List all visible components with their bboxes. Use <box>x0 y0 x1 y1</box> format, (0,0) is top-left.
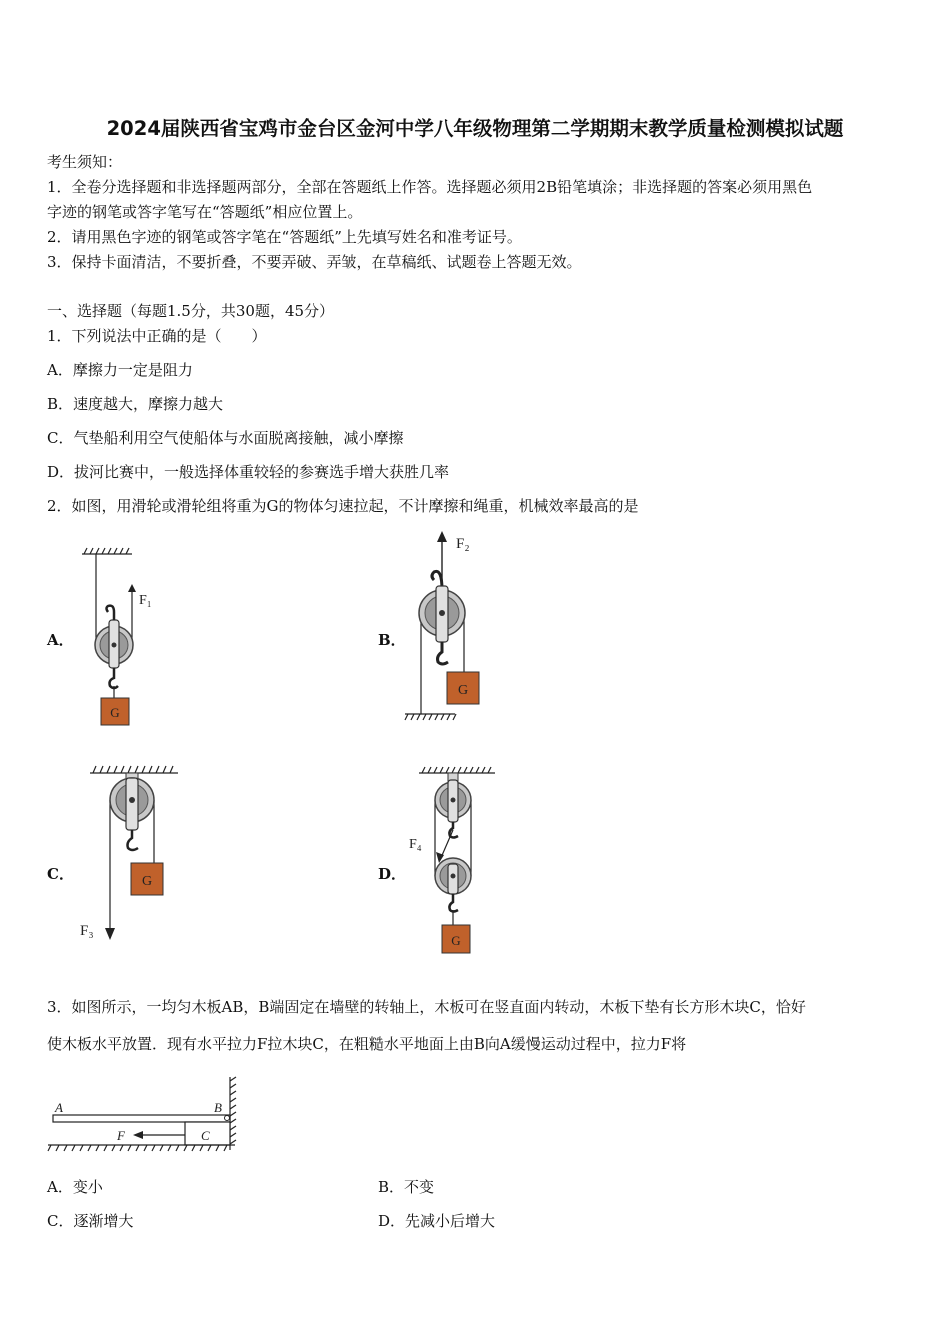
f3-label: F₃ <box>80 923 94 939</box>
f2-label: F₂ <box>456 536 470 552</box>
q3-stem-line-2: 使木板水平放置．现有水平拉力F拉木块C，在粗糙水平地面上由B向A缓慢运动过程中，拉力F将 <box>47 1035 687 1053</box>
ceiling-hatch <box>82 548 132 554</box>
notice-line-3: 3．保持卡面清洁，不要折叠，不要弄破、弄皱，在草稿纸、试题卷上答题无效。 <box>47 253 582 271</box>
label-f: F <box>117 1128 125 1143</box>
q2-option-c-label[interactable]: C． <box>47 865 74 883</box>
q2-stem: 2．如图，用滑轮或滑轮组将重为G的物体匀速拉起，不计摩擦和绳重，机械效率最高的是 <box>47 497 639 515</box>
q3-option-b[interactable]: B．不变 <box>378 1178 435 1196</box>
q2-figure-c <box>75 760 195 950</box>
q3-stem-line-1: 3．如图所示，一均匀木板AB，B端固定在墙壁的转轴上，木板可在竖直面内转动，木板下垫有长方形木块C，恰好 <box>47 998 806 1016</box>
q2-figure-a <box>70 540 180 730</box>
bottom-hook <box>110 668 119 688</box>
wall-hatch <box>230 1077 236 1150</box>
q2-option-a-label[interactable]: A． <box>47 631 74 649</box>
page-title: 2024届陕西省宝鸡市金台区金河中学八年级物理第二学期期末教学质量检测模拟试题 <box>106 117 844 140</box>
f1-label: F₁ <box>139 593 152 608</box>
f4-label: F₄ <box>409 837 422 852</box>
bottom-hook <box>438 642 449 664</box>
q2-figure-d <box>405 760 515 960</box>
pivot <box>225 1116 230 1121</box>
floor-hatch <box>405 714 456 720</box>
q2-option-b-label[interactable]: B． <box>378 631 406 649</box>
ceiling-hatch <box>419 767 495 773</box>
wooden-board-ab <box>53 1115 230 1122</box>
g-label: G <box>457 683 469 698</box>
g-label: G <box>141 874 153 889</box>
g-label: G <box>110 705 120 720</box>
q1-stem: 1．下列说法中正确的是（ ） <box>47 327 267 345</box>
q1-option-d[interactable]: D．拔河比赛中，一般选择体重较轻的参赛选手增大获胜几率 <box>47 463 450 481</box>
q3-option-a[interactable]: A．变小 <box>47 1178 103 1196</box>
g-label: G <box>451 933 461 948</box>
bottom-hook <box>128 830 139 850</box>
label-b: B <box>214 1100 222 1115</box>
ceiling-hatch <box>90 766 178 773</box>
pulley-frame <box>126 778 138 830</box>
ground-hatch <box>48 1145 235 1151</box>
q1-option-a[interactable]: A．摩擦力一定是阻力 <box>47 361 193 379</box>
section-heading: 一、选择题（每题1.5分，共30题，45分） <box>47 302 335 320</box>
label-c: C <box>201 1128 210 1143</box>
q2-figure-b <box>400 528 510 728</box>
q3-option-c[interactable]: C．逐渐增大 <box>47 1212 134 1230</box>
notice-line-1b: 字迹的钢笔或答字笔写在“答题纸”相应位置上。 <box>47 203 363 221</box>
top-hook <box>107 606 115 620</box>
q3-figure <box>45 1075 245 1160</box>
q2-option-d-label[interactable]: D． <box>378 865 407 883</box>
notice-heading: 考生须知： <box>47 153 123 171</box>
q3-option-d[interactable]: D．先减小后增大 <box>378 1212 496 1230</box>
q1-option-c[interactable]: C．气垫船利用空气使船体与水面脱离接触，减小摩擦 <box>47 429 404 447</box>
q1-option-b[interactable]: B．速度越大，摩擦力越大 <box>47 395 224 413</box>
label-a: A <box>55 1100 63 1115</box>
notice-line-2: 2．请用黑色字迹的钢笔或答字笔在“答题纸”上先填写姓名和准考证号。 <box>47 228 522 246</box>
notice-line-1a: 1．全卷分选择题和非选择题两部分，全部在答题纸上作答。选择题必须用2B铅笔填涂；非选择题的答案必须用黑色 <box>47 178 813 196</box>
